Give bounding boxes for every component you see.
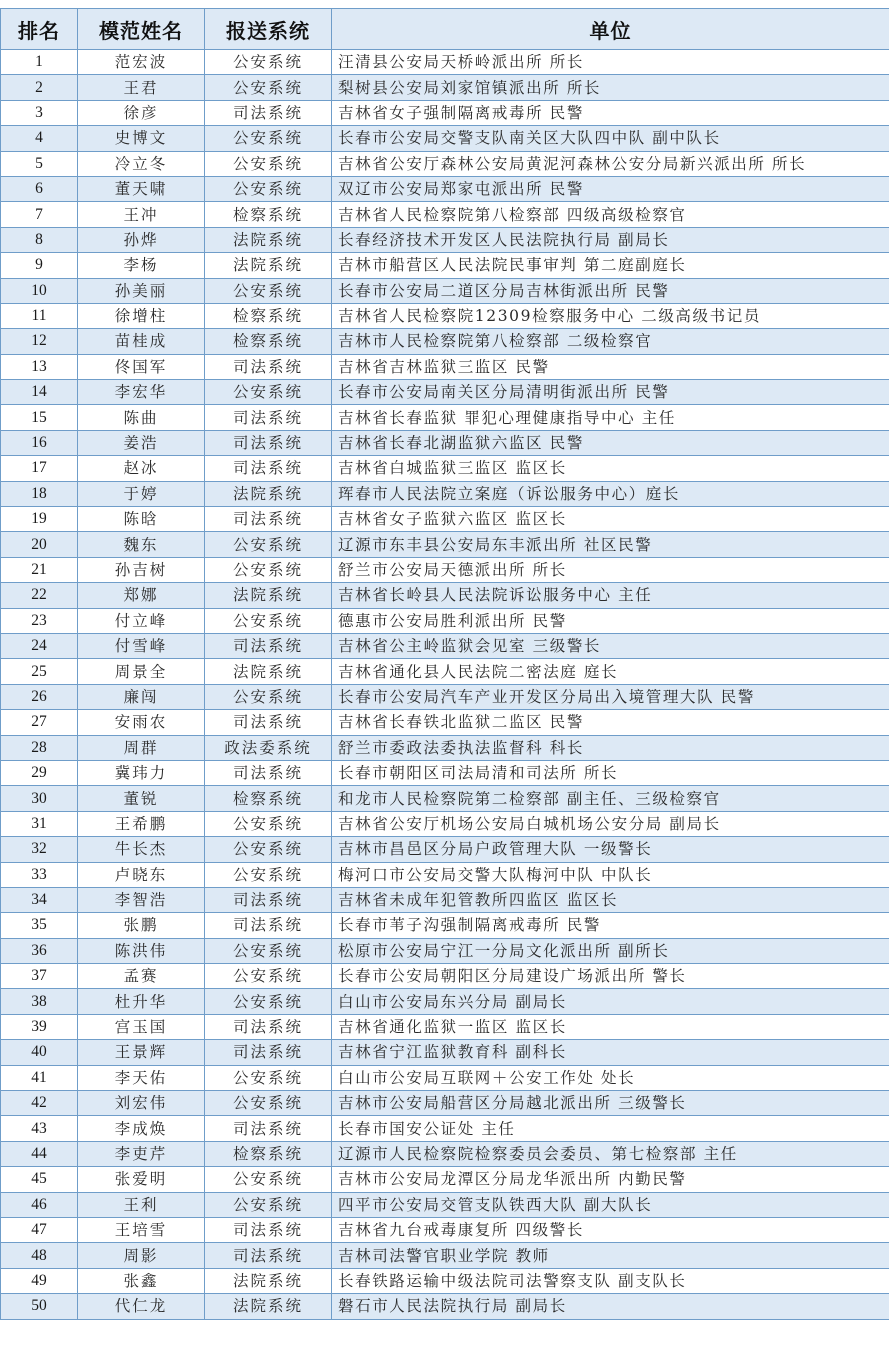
- name-cell: 陈晗: [78, 507, 205, 532]
- name-cell: 董天啸: [78, 176, 205, 201]
- table-row: [1, 1167, 889, 1192]
- name-cell: 王景辉: [78, 1040, 205, 1065]
- rank-cell: 29: [1, 760, 78, 785]
- rank-cell: 18: [1, 481, 78, 506]
- rank-cell: 9: [1, 253, 78, 278]
- rank-cell: 10: [1, 278, 78, 303]
- system-cell: 公安系统: [205, 1065, 332, 1090]
- unit-cell: 吉林市公安局龙潭区分局龙华派出所 内勤民警: [332, 1167, 889, 1192]
- rank-cell: 1: [1, 50, 78, 75]
- rank-cell: 50: [1, 1294, 78, 1319]
- system-cell: 公安系统: [205, 862, 332, 887]
- unit-cell: 吉林市人民检察院第八检察部 二级检察官: [332, 329, 889, 354]
- rank-cell: 22: [1, 583, 78, 608]
- name-cell: 郑娜: [78, 583, 205, 608]
- name-cell: 王冲: [78, 202, 205, 227]
- table-row: [1, 1116, 889, 1141]
- table-row: [1, 176, 889, 201]
- rank-cell: 32: [1, 837, 78, 862]
- system-cell: 公安系统: [205, 837, 332, 862]
- unit-cell: 磐石市人民法院执行局 副局长: [332, 1294, 889, 1319]
- system-cell: 司法系统: [205, 913, 332, 938]
- system-cell: 检察系统: [205, 303, 332, 328]
- unit-cell: 长春市朝阳区司法局清和司法所 所长: [332, 760, 889, 785]
- name-cell: 王培雪: [78, 1217, 205, 1242]
- rank-cell: 7: [1, 202, 78, 227]
- rank-cell: 25: [1, 659, 78, 684]
- name-cell: 李吏芹: [78, 1141, 205, 1166]
- system-cell: 司法系统: [205, 710, 332, 735]
- unit-cell: 吉林省人民检察院12309检察服务中心 二级高级书记员: [332, 303, 889, 328]
- table-row: [1, 303, 889, 328]
- table-row: [1, 989, 889, 1014]
- unit-cell: 吉林省未成年犯管教所四监区 监区长: [332, 887, 889, 912]
- unit-cell: 汪清县公安局天桥岭派出所 所长: [332, 50, 889, 75]
- rank-cell: 20: [1, 532, 78, 557]
- name-cell: 李宏华: [78, 380, 205, 405]
- unit-cell: 吉林省女子监狱六监区 监区长: [332, 507, 889, 532]
- table-row: [1, 710, 889, 735]
- system-cell: 司法系统: [205, 354, 332, 379]
- table-row: [1, 354, 889, 379]
- table-header: [1, 9, 889, 50]
- rank-cell: 42: [1, 1091, 78, 1116]
- system-cell: 检察系统: [205, 202, 332, 227]
- unit-cell: 长春市国安公证处 主任: [332, 1116, 889, 1141]
- rank-cell: 38: [1, 989, 78, 1014]
- name-cell: 陈曲: [78, 405, 205, 430]
- rank-cell: 26: [1, 684, 78, 709]
- name-cell: 孙吉树: [78, 557, 205, 582]
- unit-cell: 长春市公安局交警支队南关区大队四中队 副中队长: [332, 126, 889, 151]
- unit-cell: 四平市公安局交管支队铁西大队 副大队长: [332, 1192, 889, 1217]
- system-cell: 司法系统: [205, 456, 332, 481]
- unit-cell: 珲春市人民法院立案庭（诉讼服务中心）庭长: [332, 481, 889, 506]
- rank-cell: 40: [1, 1040, 78, 1065]
- system-cell: 司法系统: [205, 405, 332, 430]
- unit-cell: 吉林省女子强制隔离戒毒所 民警: [332, 100, 889, 125]
- system-cell: 司法系统: [205, 760, 332, 785]
- system-cell: 司法系统: [205, 100, 332, 125]
- rank-cell: 3: [1, 100, 78, 125]
- system-cell: 公安系统: [205, 964, 332, 989]
- unit-cell: 梨树县公安局刘家馆镇派出所 所长: [332, 75, 889, 100]
- table-row: [1, 633, 889, 658]
- unit-cell: 吉林省公安厅机场公安局白城机场公安分局 副局长: [332, 811, 889, 836]
- name-cell: 周影: [78, 1243, 205, 1268]
- name-cell: 李杨: [78, 253, 205, 278]
- model-ranking-table: [0, 8, 889, 1320]
- table-row: [1, 100, 889, 125]
- rank-cell: 5: [1, 151, 78, 176]
- rank-cell: 17: [1, 456, 78, 481]
- table-row: [1, 583, 889, 608]
- system-cell: 公安系统: [205, 278, 332, 303]
- name-cell: 王君: [78, 75, 205, 100]
- unit-cell: 吉林省白城监狱三监区 监区长: [332, 456, 889, 481]
- name-cell: 牛长杰: [78, 837, 205, 862]
- name-cell: 陈洪伟: [78, 938, 205, 963]
- name-cell: 孙美丽: [78, 278, 205, 303]
- name-cell: 张鑫: [78, 1268, 205, 1293]
- name-cell: 安雨农: [78, 710, 205, 735]
- table-row: [1, 1065, 889, 1090]
- unit-cell: 吉林省九台戒毒康复所 四级警长: [332, 1217, 889, 1242]
- name-cell: 李天佑: [78, 1065, 205, 1090]
- unit-cell: 和龙市人民检察院第二检察部 副主任、三级检察官: [332, 786, 889, 811]
- system-cell: 司法系统: [205, 1014, 332, 1039]
- table-row: [1, 507, 889, 532]
- rank-cell: 2: [1, 75, 78, 100]
- system-cell: 检察系统: [205, 329, 332, 354]
- header-unit: 单位: [332, 9, 889, 50]
- system-cell: 公安系统: [205, 557, 332, 582]
- unit-cell: 吉林省公安厅森林公安局黄泥河森林公安分局新兴派出所 所长: [332, 151, 889, 176]
- rank-cell: 45: [1, 1167, 78, 1192]
- table-row: [1, 380, 889, 405]
- name-cell: 孟赛: [78, 964, 205, 989]
- top-margin: [0, 0, 889, 8]
- table-row: [1, 1294, 889, 1319]
- table-row: [1, 1268, 889, 1293]
- unit-cell: 吉林省长春监狱 罪犯心理健康指导中心 主任: [332, 405, 889, 430]
- table-row: [1, 456, 889, 481]
- rank-cell: 43: [1, 1116, 78, 1141]
- system-cell: 司法系统: [205, 430, 332, 455]
- unit-cell: 吉林市昌邑区分局户政管理大队 一级警长: [332, 837, 889, 862]
- system-cell: 司法系统: [205, 887, 332, 912]
- table-row: [1, 1243, 889, 1268]
- table-row: [1, 1040, 889, 1065]
- system-cell: 公安系统: [205, 1091, 332, 1116]
- system-cell: 公安系统: [205, 938, 332, 963]
- unit-cell: 长春经济技术开发区人民法院执行局 副局长: [332, 227, 889, 252]
- unit-cell: 梅河口市公安局交警大队梅河中队 中队长: [332, 862, 889, 887]
- table-row: [1, 938, 889, 963]
- system-cell: 公安系统: [205, 380, 332, 405]
- unit-cell: 吉林省长春铁北监狱二监区 民警: [332, 710, 889, 735]
- unit-cell: 吉林省宁江监狱教育科 副科长: [332, 1040, 889, 1065]
- system-cell: 公安系统: [205, 176, 332, 201]
- name-cell: 王利: [78, 1192, 205, 1217]
- rank-cell: 16: [1, 430, 78, 455]
- rank-cell: 28: [1, 735, 78, 760]
- rank-cell: 46: [1, 1192, 78, 1217]
- name-cell: 周群: [78, 735, 205, 760]
- rank-cell: 21: [1, 557, 78, 582]
- name-cell: 付雪峰: [78, 633, 205, 658]
- unit-cell: 长春市公安局南关区分局清明街派出所 民警: [332, 380, 889, 405]
- system-cell: 司法系统: [205, 507, 332, 532]
- name-cell: 冀玮力: [78, 760, 205, 785]
- system-cell: 公安系统: [205, 50, 332, 75]
- system-cell: 公安系统: [205, 151, 332, 176]
- table-row: [1, 786, 889, 811]
- name-cell: 魏东: [78, 532, 205, 557]
- rank-cell: 14: [1, 380, 78, 405]
- rank-cell: 41: [1, 1065, 78, 1090]
- unit-cell: 吉林省吉林监狱三监区 民警: [332, 354, 889, 379]
- name-cell: 张爱明: [78, 1167, 205, 1192]
- table-row: [1, 659, 889, 684]
- rank-cell: 19: [1, 507, 78, 532]
- name-cell: 于婷: [78, 481, 205, 506]
- header-system: 报送系统: [205, 9, 332, 50]
- system-cell: 司法系统: [205, 1243, 332, 1268]
- table-row: [1, 913, 889, 938]
- rank-cell: 30: [1, 786, 78, 811]
- unit-cell: 长春市公安局二道区分局吉林街派出所 民警: [332, 278, 889, 303]
- name-cell: 李成焕: [78, 1116, 205, 1141]
- name-cell: 姜浩: [78, 430, 205, 455]
- system-cell: 法院系统: [205, 253, 332, 278]
- system-cell: 法院系统: [205, 1268, 332, 1293]
- table-body: [1, 50, 889, 1320]
- table-row: [1, 151, 889, 176]
- rank-cell: 44: [1, 1141, 78, 1166]
- unit-cell: 吉林司法警官职业学院 教师: [332, 1243, 889, 1268]
- name-cell: 杜升华: [78, 989, 205, 1014]
- table-row: [1, 964, 889, 989]
- table-row: [1, 760, 889, 785]
- name-cell: 宫玉国: [78, 1014, 205, 1039]
- unit-cell: 吉林市公安局船营区分局越北派出所 三级警长: [332, 1091, 889, 1116]
- unit-cell: 长春市公安局汽车产业开发区分局出入境管理大队 民警: [332, 684, 889, 709]
- unit-cell: 吉林省长岭县人民法院诉讼服务中心 主任: [332, 583, 889, 608]
- system-cell: 公安系统: [205, 989, 332, 1014]
- name-cell: 王希鹏: [78, 811, 205, 836]
- rank-cell: 33: [1, 862, 78, 887]
- name-cell: 孙烨: [78, 227, 205, 252]
- unit-cell: 白山市公安局互联网＋公安工作处 处长: [332, 1065, 889, 1090]
- rank-cell: 34: [1, 887, 78, 912]
- table-row: [1, 50, 889, 75]
- table-row: [1, 557, 889, 582]
- name-cell: 代仁龙: [78, 1294, 205, 1319]
- table-row: [1, 887, 889, 912]
- unit-cell: 吉林省公主岭监狱会见室 三级警长: [332, 633, 889, 658]
- name-cell: 佟国军: [78, 354, 205, 379]
- name-cell: 董锐: [78, 786, 205, 811]
- rank-cell: 48: [1, 1243, 78, 1268]
- unit-cell: 吉林省通化监狱一监区 监区长: [332, 1014, 889, 1039]
- unit-cell: 双辽市公安局郑家屯派出所 民警: [332, 176, 889, 201]
- system-cell: 公安系统: [205, 608, 332, 633]
- system-cell: 公安系统: [205, 1192, 332, 1217]
- unit-cell: 吉林省长春北湖监狱六监区 民警: [332, 430, 889, 455]
- table-row: [1, 735, 889, 760]
- unit-cell: 吉林省人民检察院第八检察部 四级高级检察官: [332, 202, 889, 227]
- name-cell: 卢晓东: [78, 862, 205, 887]
- unit-cell: 辽源市东丰县公安局东丰派出所 社区民警: [332, 532, 889, 557]
- table-row: [1, 430, 889, 455]
- unit-cell: 德惠市公安局胜利派出所 民警: [332, 608, 889, 633]
- system-cell: 法院系统: [205, 659, 332, 684]
- name-cell: 李智浩: [78, 887, 205, 912]
- system-cell: 检察系统: [205, 1141, 332, 1166]
- unit-cell: 舒兰市委政法委执法监督科 科长: [332, 735, 889, 760]
- rank-cell: 11: [1, 303, 78, 328]
- name-cell: 冷立冬: [78, 151, 205, 176]
- unit-cell: 辽源市人民检察院检察委员会委员、第七检察部 主任: [332, 1141, 889, 1166]
- table-row: [1, 1141, 889, 1166]
- table-row: [1, 1091, 889, 1116]
- rank-cell: 31: [1, 811, 78, 836]
- name-cell: 苗桂成: [78, 329, 205, 354]
- header-rank: 排名: [1, 9, 78, 50]
- system-cell: 公安系统: [205, 75, 332, 100]
- table-row: [1, 532, 889, 557]
- table-row: [1, 278, 889, 303]
- table-row: [1, 405, 889, 430]
- system-cell: 公安系统: [205, 1167, 332, 1192]
- unit-cell: 松原市公安局宁江一分局文化派出所 副所长: [332, 938, 889, 963]
- system-cell: 检察系统: [205, 786, 332, 811]
- name-cell: 赵冰: [78, 456, 205, 481]
- table-row: [1, 1217, 889, 1242]
- system-cell: 公安系统: [205, 684, 332, 709]
- rank-cell: 37: [1, 964, 78, 989]
- rank-cell: 24: [1, 633, 78, 658]
- system-cell: 司法系统: [205, 1116, 332, 1141]
- name-cell: 张鹏: [78, 913, 205, 938]
- table-row: [1, 862, 889, 887]
- rank-cell: 39: [1, 1014, 78, 1039]
- rank-cell: 47: [1, 1217, 78, 1242]
- name-cell: 徐彦: [78, 100, 205, 125]
- table-row: [1, 837, 889, 862]
- name-cell: 刘宏伟: [78, 1091, 205, 1116]
- rank-cell: 36: [1, 938, 78, 963]
- unit-cell: 长春市苇子沟强制隔离戒毒所 民警: [332, 913, 889, 938]
- unit-cell: 长春市公安局朝阳区分局建设广场派出所 警长: [332, 964, 889, 989]
- table-row: [1, 227, 889, 252]
- name-cell: 周景全: [78, 659, 205, 684]
- system-cell: 司法系统: [205, 633, 332, 658]
- table-row: [1, 1192, 889, 1217]
- table-row: [1, 75, 889, 100]
- rank-cell: 35: [1, 913, 78, 938]
- rank-cell: 15: [1, 405, 78, 430]
- system-cell: 司法系统: [205, 1217, 332, 1242]
- rank-cell: 12: [1, 329, 78, 354]
- system-cell: 法院系统: [205, 583, 332, 608]
- system-cell: 政法委系统: [205, 735, 332, 760]
- table-row: [1, 1014, 889, 1039]
- unit-cell: 长春铁路运输中级法院司法警察支队 副支队长: [332, 1268, 889, 1293]
- table-row: [1, 202, 889, 227]
- rank-cell: 8: [1, 227, 78, 252]
- rank-cell: 4: [1, 126, 78, 151]
- name-cell: 史博文: [78, 126, 205, 151]
- unit-cell: 吉林省通化县人民法院二密法庭 庭长: [332, 659, 889, 684]
- table-row: [1, 684, 889, 709]
- system-cell: 公安系统: [205, 532, 332, 557]
- header-row: [1, 9, 889, 50]
- table-row: [1, 126, 889, 151]
- unit-cell: 吉林市船营区人民法院民事审判 第二庭副庭长: [332, 253, 889, 278]
- name-cell: 范宏波: [78, 50, 205, 75]
- rank-cell: 6: [1, 176, 78, 201]
- name-cell: 廉闯: [78, 684, 205, 709]
- unit-cell: 白山市公安局东兴分局 副局长: [332, 989, 889, 1014]
- system-cell: 法院系统: [205, 481, 332, 506]
- table-row: [1, 253, 889, 278]
- unit-cell: 舒兰市公安局天德派出所 所长: [332, 557, 889, 582]
- table-row: [1, 608, 889, 633]
- system-cell: 公安系统: [205, 811, 332, 836]
- system-cell: 法院系统: [205, 1294, 332, 1319]
- rank-cell: 13: [1, 354, 78, 379]
- table-row: [1, 329, 889, 354]
- rank-cell: 23: [1, 608, 78, 633]
- rank-cell: 49: [1, 1268, 78, 1293]
- name-cell: 付立峰: [78, 608, 205, 633]
- header-name: 模范姓名: [78, 9, 205, 50]
- system-cell: 公安系统: [205, 126, 332, 151]
- system-cell: 法院系统: [205, 227, 332, 252]
- table-row: [1, 811, 889, 836]
- rank-cell: 27: [1, 710, 78, 735]
- system-cell: 司法系统: [205, 1040, 332, 1065]
- name-cell: 徐增柱: [78, 303, 205, 328]
- table-row: [1, 481, 889, 506]
